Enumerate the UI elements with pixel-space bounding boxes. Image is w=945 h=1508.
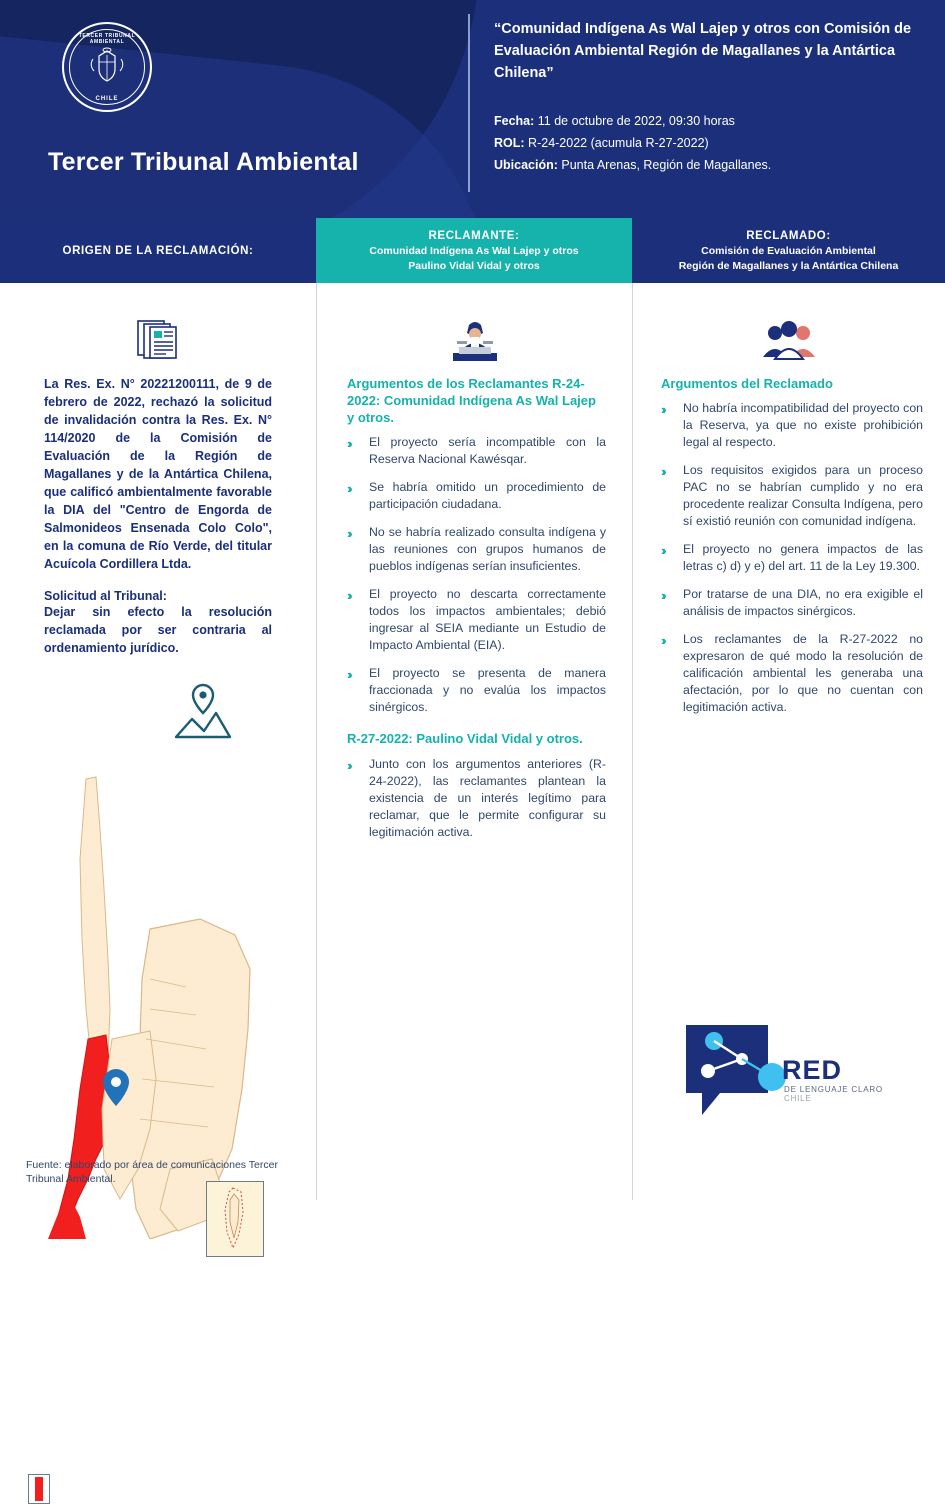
list-item [661,462,923,530]
chevron-right-icon: ›› [347,588,350,603]
crest-emblem-icon [85,47,129,87]
case-date-row [494,110,924,132]
origin-request-title: Solicitud al Tribunal: [44,589,167,603]
column-origin [0,283,316,1179]
column-reclamante [317,283,632,852]
column-header-origin-title: ORIGEN DE LA RECLAMACIÓN: [62,244,254,257]
list-item-text: El proyecto no genera impactos de las letras c) d) y e) del art. 11 de la Ley 19.300. [683,542,923,573]
reclamante-arguments-title: Argumentos de los Reclamantes R-24-2022: Comunidad Indígena As Wal Lajep y otros. [347,376,596,425]
map-legend-box [28,1474,50,1504]
list-item-text: No se habría realizado consulta indígena y las reuniones con grupos humanos de pueblos indígenas serían insuficientes. [369,525,606,573]
column-headers [0,218,945,283]
header-divider [468,14,470,192]
judge-icon [445,317,505,361]
reclamante-arguments [317,375,632,841]
documents-icon [128,317,188,361]
column-reclamado [633,283,945,727]
column-header-reclamante-sub2: Paulino Vidal Vidal y otros [408,259,540,272]
column-header-reclamante [316,218,632,283]
tribunal-crest-icon [62,22,152,112]
chevron-right-icon: ›› [661,402,664,417]
list-item [347,434,606,468]
list-item-text: Se habría omitido un procedimiento de participación ciudadana. [369,480,606,511]
list-item-text: El proyecto sería incompatible con la Reserva Nacional Kawésqar. [369,435,606,466]
list-item [347,586,606,654]
chevron-right-icon: ›› [347,758,350,773]
case-location-value: Punta Arenas, Región de Magallanes. [561,158,772,172]
list-item-text: No habría incompatibilidad del proyecto con la Reserva, ya que no existe prohibición legal al respecto. [683,401,923,449]
origin-paragraph: La Res. Ex. N° 20221200111, de 9 de febrero de 2022, rechazó la solicitud de invalidación contra la Res. Ex. N° 114/2020 de la Comisión de Evaluación de la Región de Magallanes y de la Antártica Chilena, que calificó ambientalmente favorable la DIA del "Centro de Engorda de Salmonideos Ensenada Colo Colo", en la comuna de Río Verde, del titular Acuícola Cordillera Ltda. [44,377,272,571]
case-location-row [494,154,924,176]
chevron-right-icon: ›› [661,464,664,479]
page-header [0,0,945,218]
list-item-text: El proyecto no descarta correctamente todos los impactos ambientales; debió ingresar al SEIA mediante un Estudio de Impacto Ambiental (EIA). [369,587,606,652]
map-location-pin-icon [168,679,238,745]
column-header-reclamante-sub1: Comunidad Indígena As Wal Lajep y otros [369,244,579,257]
column-header-reclamado-sub1: Comisión de Evaluación Ambiental [701,244,876,257]
origin-request-text: Dejar sin efecto la resolución reclamada por ser contraria al ordenamiento jurídico. [44,605,272,655]
column-header-reclamado-title: RECLAMADO: [746,229,831,242]
reclamado-arguments-title: Argumentos del Reclamado [661,376,833,391]
list-item [661,541,923,575]
red-logo-tagline [784,1085,912,1103]
column-header-reclamante-title: RECLAMANTE: [428,229,520,242]
column-header-origin [0,218,316,283]
crest-bottom-label: CHILE [95,96,119,102]
list-item [661,400,923,451]
list-item-text: Los reclamantes de la R-27-2022 no expresaron de qué modo la resolución de calificación ambiental les generaba una afectación, por lo que no cuentan con legitimación activa. [683,632,923,714]
red-logo-tagline-main: DE LENGUAJE CLARO [784,1085,883,1094]
chevron-right-icon: ›› [347,436,350,451]
list-item-text: Junto con los argumentos anteriores (R-24-2022), las reclamantes plantean la existencia de un interés legítimo para reclamar, que le permite configurar su legitimación activa. [369,757,606,839]
case-rol-value: R-24-2022 (acumula R-27-2022) [528,136,709,150]
case-location-label: Ubicación: [494,158,558,172]
column-header-reclamado-sub2: Región de Magallanes y la Antártica Chilena [678,259,899,272]
source-note: Fuente: elaborado por área de comunicaciones Tercer Tribunal Ambiental. [26,1159,278,1185]
reclamante-sub-title: R-27-2022: Paulino Vidal Vidal y otros. [347,731,583,746]
chevron-right-icon: ›› [661,633,664,648]
reclamado-arguments [633,375,945,716]
list-item [347,756,606,841]
column-header-reclamado [632,218,945,283]
list-item [661,631,923,716]
red-logo-tagline-country: CHILE [784,1094,812,1103]
case-date-value: 11 de octubre de 2022, 09:30 horas [537,114,735,128]
list-item-text: Por tratarse de una DIA, no era exigible el análisis de impactos sinérgicos. [683,587,923,618]
list-item-text: El proyecto se presenta de manera fraccionada y no evalúa los impactos sinérgicos. [369,666,606,714]
list-item [661,586,923,620]
red-lenguaje-claro-logo [672,1015,912,1135]
case-rol-row [494,132,924,154]
case-title: “Comunidad Indígena As Wal Lajep y otros con Comisión de Evaluación Ambiental Región de Magallanes y la Antártica Chilena” [494,21,912,81]
crest-top-label: TERCER TRIBUNAL AMBIENTAL [78,33,136,45]
chevron-right-icon: ›› [661,543,664,558]
list-item-text: Los requisitos exigidos para un proceso PAC no se habrían cumplido y no era procedente realizar Consulta Indígena, pero sí existió reunión con comunidad indígena. [683,463,923,528]
chevron-right-icon: ›› [661,588,664,603]
chevron-right-icon: ›› [347,526,350,541]
list-item [347,524,606,575]
case-metadata [494,110,924,176]
list-item [347,665,606,716]
list-item [347,479,606,513]
case-rol-label: ROL: [494,136,525,150]
people-group-icon [759,317,819,361]
chevron-right-icon: ›› [347,667,350,682]
red-logo-text: RED [782,1055,843,1085]
chevron-right-icon: ›› [347,481,350,496]
case-date-label: Fecha: [494,114,535,128]
map-illustration [0,679,316,1179]
page-title: Tercer Tribunal Ambiental [48,148,359,176]
map-inset-box [206,1181,264,1257]
